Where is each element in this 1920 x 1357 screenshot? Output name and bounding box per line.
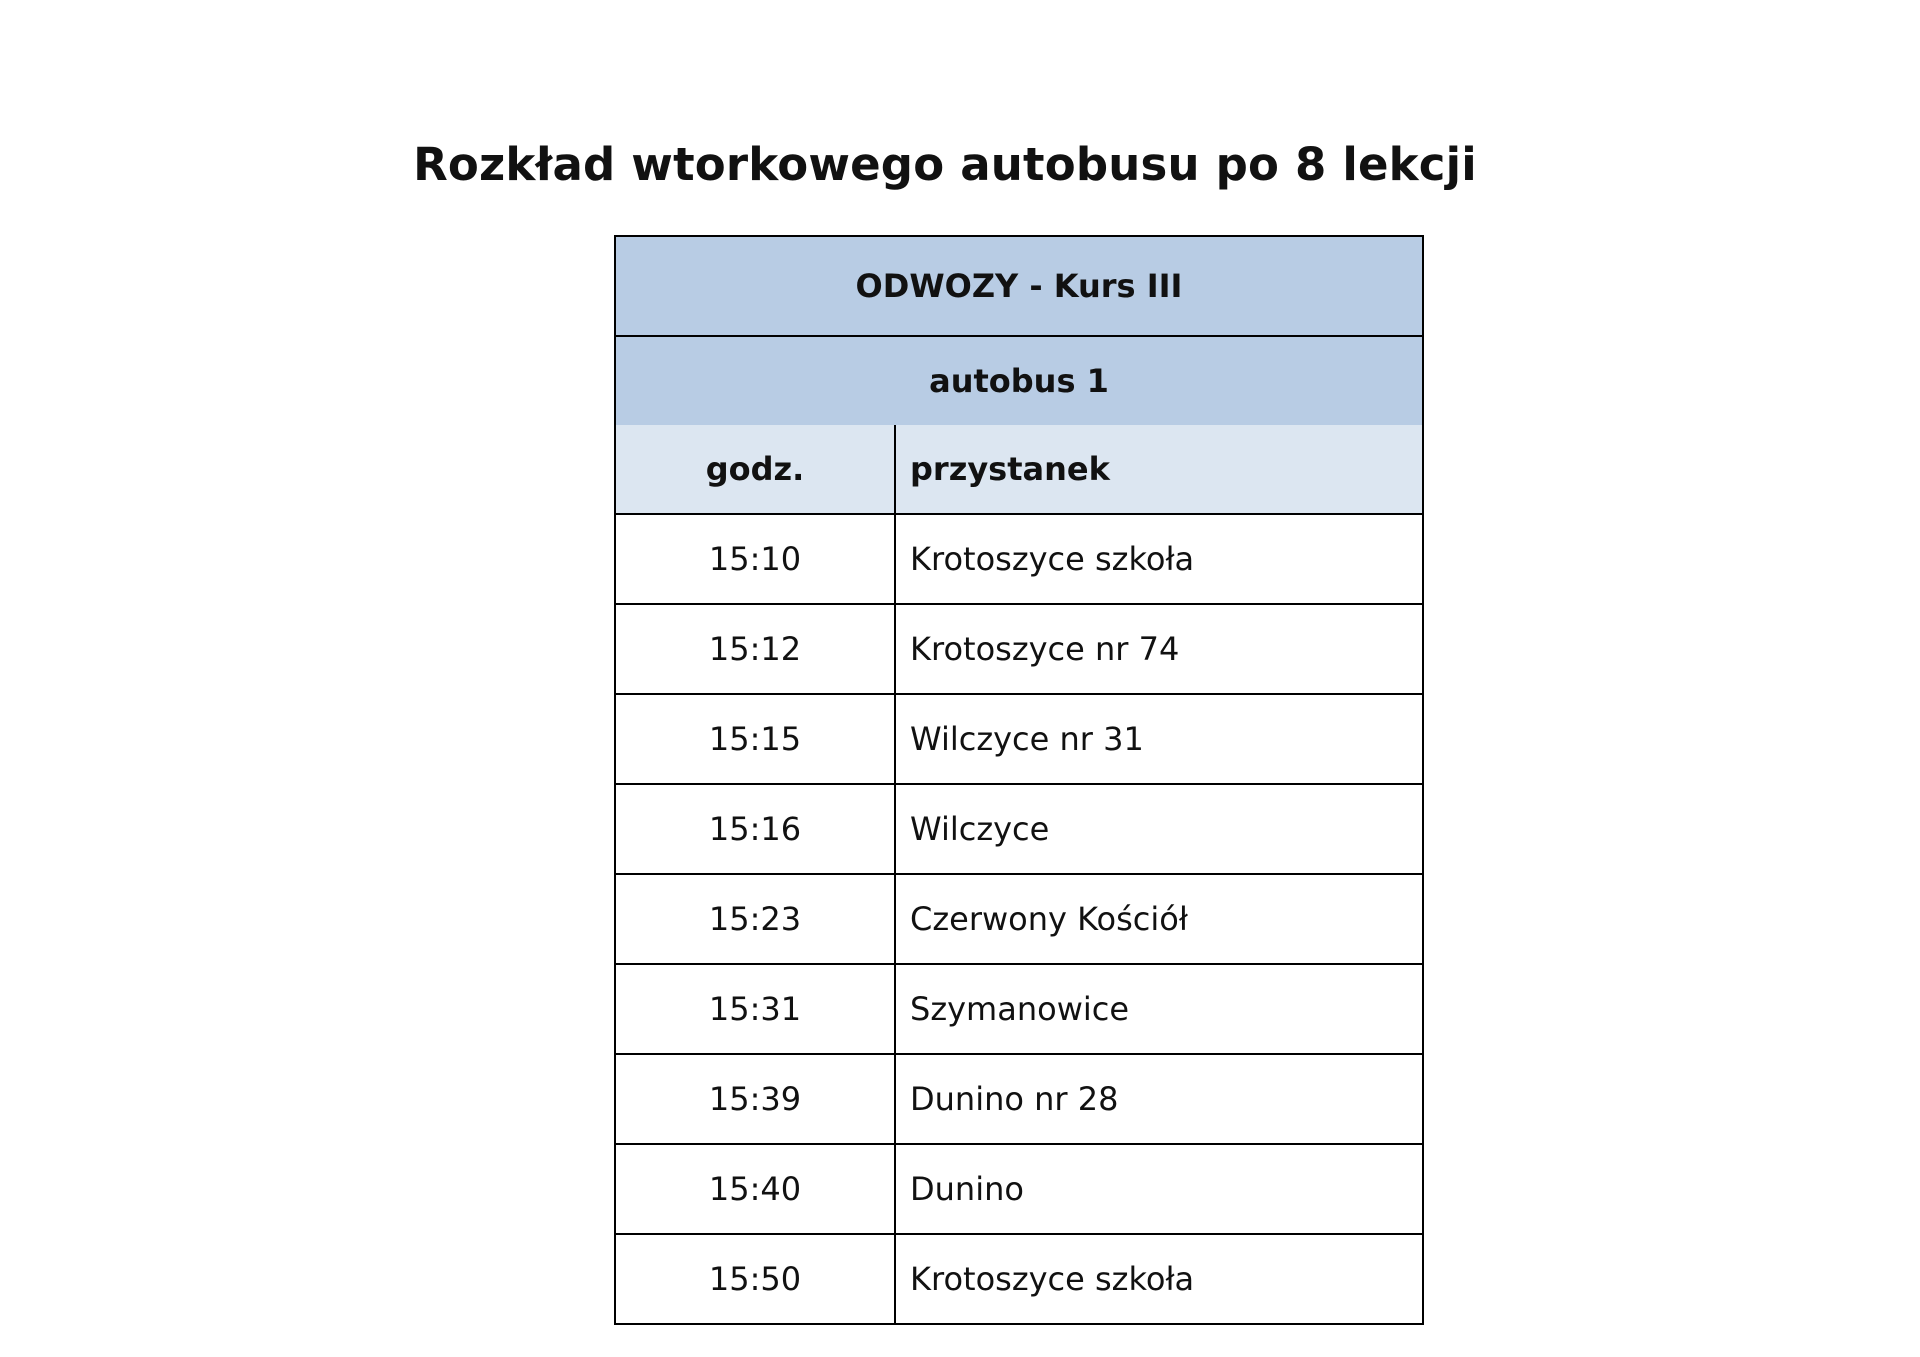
table-row <box>615 694 1423 784</box>
stop-cell: Wilczyce nr 31 <box>895 694 1423 784</box>
table-row <box>615 604 1423 694</box>
time-cell: 15:23 <box>615 874 895 964</box>
time-cell: 15:31 <box>615 964 895 1054</box>
stop-cell: Wilczyce <box>895 784 1423 874</box>
table-row <box>615 964 1423 1054</box>
stop-cell: Krotoszyce szkoła <box>895 514 1423 604</box>
column-header-stop: przystanek <box>895 425 1423 514</box>
table-row <box>615 1144 1423 1234</box>
course-header-row <box>615 236 1423 336</box>
table-row <box>615 514 1423 604</box>
stop-cell: Szymanowice <box>895 964 1423 1054</box>
stop-cell: Dunino <box>895 1144 1423 1234</box>
schedule-table <box>614 235 1424 1325</box>
bus-header-row <box>615 336 1423 425</box>
course-header: ODWOZY - Kurs III <box>615 236 1423 336</box>
bus-header: autobus 1 <box>615 336 1423 425</box>
time-cell: 15:39 <box>615 1054 895 1144</box>
stop-cell: Krotoszyce nr 74 <box>895 604 1423 694</box>
page-title: Rozkład wtorkowego autobusu po 8 lekcji <box>413 138 1477 192</box>
time-cell: 15:40 <box>615 1144 895 1234</box>
table-row <box>615 1054 1423 1144</box>
time-cell: 15:12 <box>615 604 895 694</box>
table-row <box>615 1234 1423 1324</box>
time-cell: 15:10 <box>615 514 895 604</box>
stop-cell: Dunino nr 28 <box>895 1054 1423 1144</box>
time-cell: 15:16 <box>615 784 895 874</box>
stop-cell: Czerwony Kościół <box>895 874 1423 964</box>
time-cell: 15:50 <box>615 1234 895 1324</box>
stop-cell: Krotoszyce szkoła <box>895 1234 1423 1324</box>
column-header-time: godz. <box>615 425 895 514</box>
time-cell: 15:15 <box>615 694 895 784</box>
table-row <box>615 874 1423 964</box>
column-header-row <box>615 425 1423 514</box>
table-row <box>615 784 1423 874</box>
